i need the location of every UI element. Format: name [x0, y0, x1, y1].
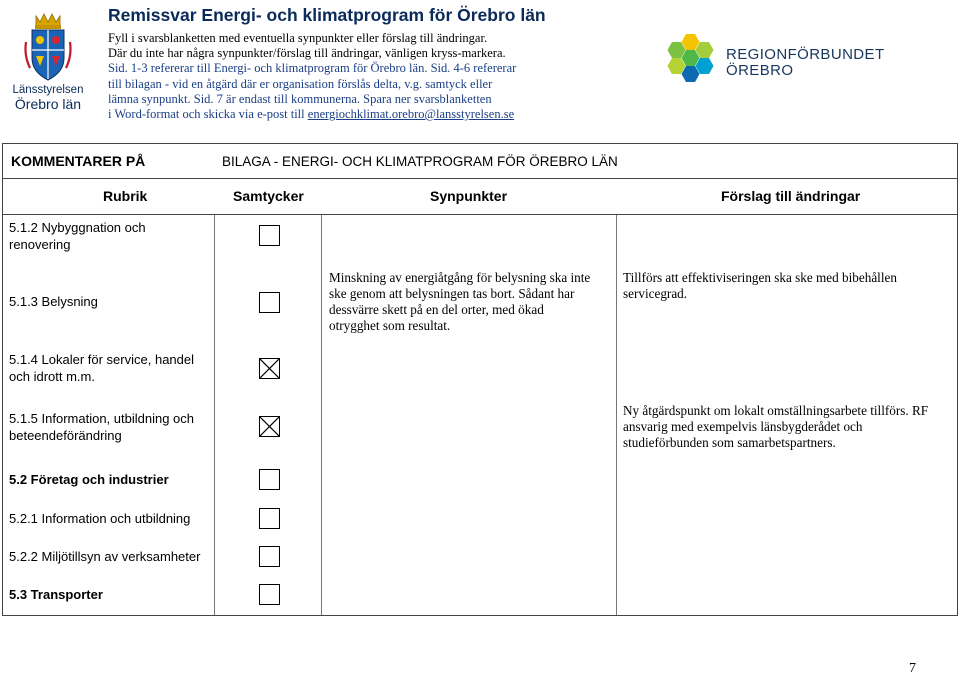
wordmark-line1: REGIONFÖRBUNDET	[726, 46, 885, 63]
bilaga-label: BILAGA - ENERGI- OCH KLIMATPROGRAM FÖR ÖREBRO LÄN	[222, 154, 618, 169]
column-header-rubrik: Rubrik	[103, 188, 148, 204]
instruction-line: till bilagan - vid en åtgärd där er organisation förslås delta, v.g. samtyck eller	[108, 76, 493, 91]
row-forslag[interactable]: Tillförs att effektiviseringen ska ske med bibehållen servicegrad.	[623, 270, 897, 301]
kommentarer-label: KOMMENTARER PÅ	[11, 153, 146, 169]
samtycker-checkbox[interactable]	[259, 358, 280, 379]
hexagon-cluster-icon	[664, 32, 724, 88]
instructions	[108, 31, 668, 122]
row-synpunkter[interactable]: Minskning av energiåtgång för belysning ska inte ske genom att belysningen tas bort. Sådant har dessvärre skett på en del orter, med ökad otrygghet som resultat.	[329, 270, 591, 333]
hexagon-blue	[682, 66, 700, 82]
samtycker-checkbox[interactable]	[259, 292, 280, 313]
regionforbundet-logo	[664, 32, 894, 88]
instruction-line: lämna synpunkt. Sid. 7 är endast till kommunerna. Spara ner svarsblanketten	[108, 91, 492, 106]
instruction-line-prefix: i Word-format och skicka via e-post till	[108, 107, 308, 122]
samtycker-checkbox[interactable]	[259, 546, 280, 567]
samtycker-checkbox[interactable]	[259, 508, 280, 529]
row-rubrik: 5.2.1 Information och utbildning	[9, 511, 191, 526]
column-header-row	[2, 179, 958, 215]
column-header-forslag: Förslag till ändringar	[721, 188, 861, 204]
regionforbundet-wordmark	[726, 47, 885, 79]
hexagon-yellow	[682, 34, 700, 50]
instruction-line: Sid. 1-3 refererar till Energi- och klimatprogram för Örebro län. Sid. 4-6 refererar	[108, 61, 517, 76]
coat-of-arms-icon	[22, 12, 74, 84]
samtycker-checkbox[interactable]	[259, 469, 280, 490]
instruction-line: Där du inte har några synpunkter/förslag till ändringar, vänligen kryss-markera.	[108, 46, 506, 61]
page-number: 7	[909, 661, 916, 676]
samtycker-checkbox[interactable]	[259, 225, 280, 246]
row-rubrik: 5.2.2 Miljötillsyn av verksamheter	[9, 549, 201, 564]
page-header	[108, 4, 668, 122]
table-body	[2, 215, 958, 616]
row-rubrik: 5.1.3 Belysning	[9, 294, 98, 309]
samtycker-checkbox[interactable]	[259, 584, 280, 605]
row-forslag[interactable]: Ny åtgärdspunkt om lokalt omställningsarbete tillförs. RF ansvarig med exempelvis länsbygderådet och studieförbunden som samarbetspartners.	[623, 403, 929, 450]
row-rubrik: 5.1.5 Information, utbildning och beteendeförändring	[9, 411, 195, 443]
row-rubrik: 5.1.4 Lokaler för service, handel och idrott m.m.	[9, 352, 194, 384]
column-header-synpunkter: Synpunkter	[430, 188, 508, 204]
logo-org-line1: Länsstyrelsen	[12, 84, 84, 96]
column-divider	[214, 215, 215, 615]
response-table	[2, 143, 958, 616]
hexagon-lime	[668, 58, 686, 74]
column-divider	[616, 215, 617, 615]
instruction-line	[108, 107, 668, 122]
hexagon-cyan	[696, 58, 714, 74]
hexagon-darkgreen	[682, 50, 700, 66]
table-title-row	[2, 143, 958, 179]
logo-org-line2: Örebro län	[14, 96, 82, 112]
hexagon-green	[668, 42, 686, 58]
row-rubrik: 5.2 Företag och industrier	[9, 472, 169, 487]
checkmark-x-icon	[260, 417, 279, 436]
row-rubrik: 5.3 Transporter	[9, 587, 103, 602]
samtycker-checkbox[interactable]	[259, 416, 280, 437]
row-rubrik: 5.1.2 Nybyggnation och renovering	[9, 220, 146, 252]
hexagon-lightgreen	[696, 42, 714, 58]
lansstyrelsen-logo	[10, 12, 86, 116]
wordmark-line2: ÖREBRO	[726, 62, 794, 79]
checkmark-x-icon	[260, 359, 279, 378]
email-link[interactable]: energiochklimat.orebro@lansstyrelsen.se	[307, 107, 515, 122]
page-title: Remissvar Energi- och klimatprogram för Örebro län	[108, 5, 546, 25]
column-divider	[321, 215, 322, 615]
instruction-line: Fyll i svarsblanketten med eventuella synpunkter eller förslag till ändringar.	[108, 31, 488, 45]
column-header-samtycker: Samtycker	[233, 188, 304, 204]
